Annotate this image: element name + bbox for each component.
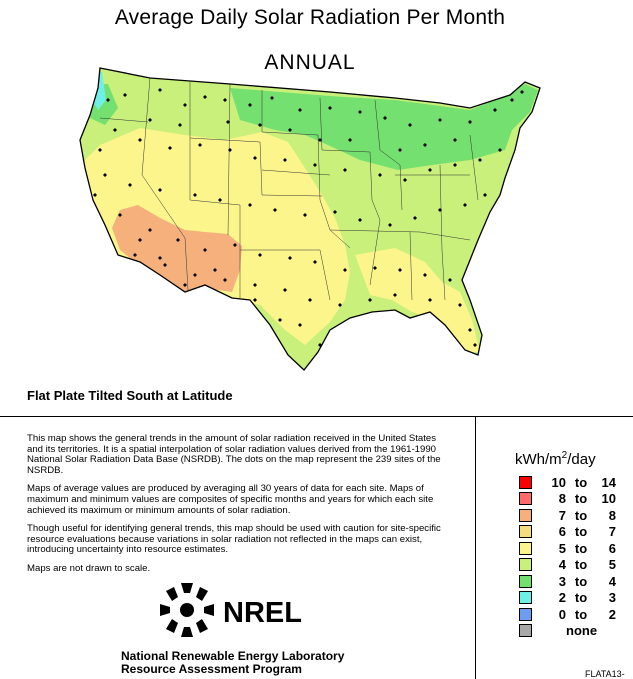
legend-high: 14 bbox=[601, 474, 616, 490]
legend-swatch bbox=[519, 624, 532, 637]
unit-tail: /day bbox=[567, 451, 596, 468]
legend-unit bbox=[515, 450, 596, 468]
map-code: FLATA13- bbox=[585, 669, 625, 679]
legend-low: 8 bbox=[558, 491, 566, 507]
legend-low: 0 bbox=[558, 606, 566, 622]
organization-line: National Renewable Energy Laboratory bbox=[121, 649, 345, 663]
description-block bbox=[27, 434, 447, 583]
map-title: Average Daily Solar Radiation Per Month bbox=[114, 6, 506, 29]
legend-row bbox=[519, 524, 616, 541]
legend-low: 2 bbox=[558, 590, 566, 606]
legend-swatch bbox=[519, 591, 532, 604]
description-paragraph: Maps of average values are produced by averaging all 30 years of data for each site. Maps of maximum and minimum values are composites of specific months and years for which each site achieved its maximum or minimum amounts of solar radiation. bbox=[27, 483, 434, 516]
legend-to: to bbox=[574, 540, 588, 556]
legend-high: 6 bbox=[608, 540, 616, 556]
legend-row bbox=[519, 474, 616, 491]
description-paragraph: Though useful for identifying general trends, this map should be used with caution for site-specific resource evaluations because variations in solar radiation not reflected in the maps can exist, introducing uncertainty into resource estimates. bbox=[27, 523, 441, 556]
legend-row bbox=[519, 491, 616, 508]
legend-swatch bbox=[519, 492, 532, 505]
legend-row bbox=[519, 557, 616, 574]
legend-high: 7 bbox=[608, 524, 616, 540]
legend-to: to bbox=[574, 606, 588, 622]
legend-swatch bbox=[519, 558, 532, 571]
legend-to: to bbox=[574, 573, 588, 589]
legend-high: 10 bbox=[601, 491, 616, 507]
divider-horizontal bbox=[0, 416, 633, 417]
description-paragraph: Maps are not drawn to scale. bbox=[27, 562, 151, 574]
legend-row bbox=[519, 573, 616, 590]
legend-row bbox=[519, 590, 616, 607]
unit-superscript: 2 bbox=[561, 450, 568, 461]
nrel-wordmark: NREL bbox=[223, 597, 302, 629]
legend-row bbox=[519, 606, 616, 623]
nrel-logo bbox=[160, 583, 310, 641]
legend-low: 6 bbox=[558, 524, 566, 540]
legend-row bbox=[519, 623, 616, 640]
legend-row bbox=[519, 540, 616, 557]
legend-high: 4 bbox=[608, 573, 616, 589]
description-paragraph: This map shows the general trends in the amount of solar radiation received in the United States and its territories. It is a spatial interpolation of solar radiation values derived from the 1961-1990 National Solar Radiation Data Base (NSRDB). The dots on the map represent the 239 sites of the NSRDB. bbox=[27, 433, 441, 476]
legend-to: to bbox=[574, 491, 588, 507]
orientation-label: Flat Plate Tilted South at Latitude bbox=[27, 388, 233, 403]
radiation-legend bbox=[519, 474, 616, 639]
legend-swatch bbox=[519, 476, 532, 489]
legend-swatch bbox=[519, 542, 532, 555]
legend-high: 5 bbox=[608, 557, 616, 573]
legend-low: 4 bbox=[558, 557, 566, 573]
legend-high: 3 bbox=[608, 590, 616, 606]
legend-to: to bbox=[574, 557, 588, 573]
legend-high: 2 bbox=[608, 606, 616, 622]
legend-high: 8 bbox=[608, 507, 616, 523]
unit-main: kWh/m bbox=[515, 451, 562, 468]
legend-to: to bbox=[574, 590, 588, 606]
legend-low: 3 bbox=[558, 573, 566, 589]
legend-swatch bbox=[519, 575, 532, 588]
radiation-zones bbox=[60, 60, 560, 380]
legend-swatch bbox=[519, 525, 532, 538]
legend-swatch bbox=[519, 509, 532, 522]
legend-to: to bbox=[574, 524, 588, 540]
organization-line: Resource Assessment Program bbox=[121, 662, 302, 676]
period-label: ANNUAL bbox=[264, 51, 356, 74]
organization-name bbox=[121, 650, 344, 676]
legend-swatch bbox=[519, 608, 532, 621]
legend-to: to bbox=[574, 474, 588, 490]
divider-vertical bbox=[475, 417, 476, 679]
nrel-emblem-icon bbox=[160, 583, 214, 637]
legend-low: 5 bbox=[558, 540, 566, 556]
legend-low: 10 bbox=[551, 474, 566, 490]
legend-row bbox=[519, 507, 616, 524]
legend-to: none bbox=[566, 623, 598, 639]
legend-to: to bbox=[574, 507, 588, 523]
legend-low: 7 bbox=[558, 507, 566, 523]
